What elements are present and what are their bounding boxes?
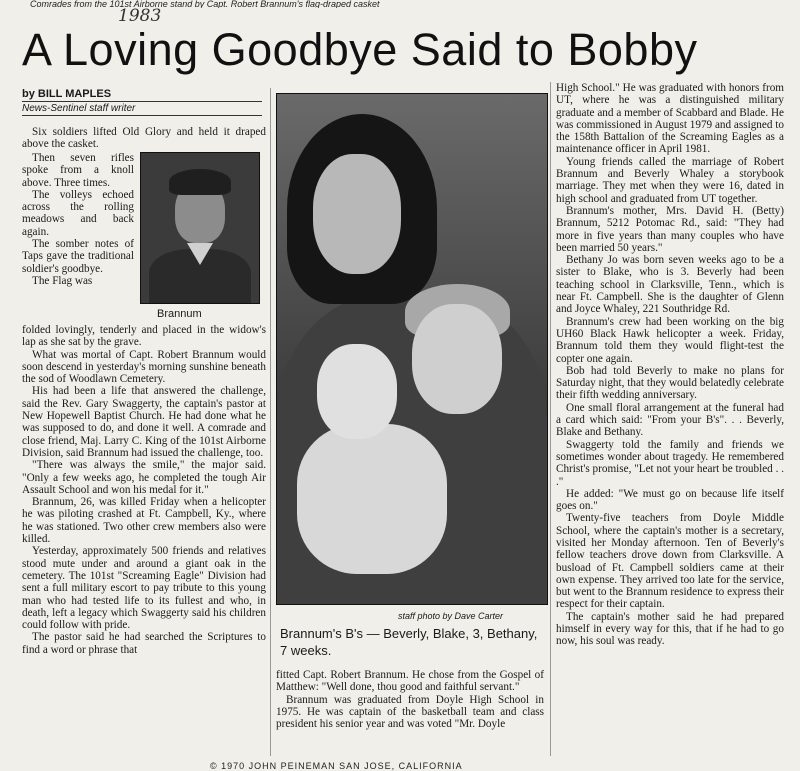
paragraph: The volleys echoed across the rolling meadows and back again.	[22, 188, 134, 238]
paragraph: Brannum was graduated from Doyle High School in 1975. He was captain of the basketball team and class president his senior year and was voted "Mr. Doyle	[276, 693, 544, 731]
paragraph: He added: "We must go on because life itself goes on."	[556, 487, 784, 513]
paragraph: Young friends called the marriage of Robert Brannum and Beverly Whaley a storybook marriage. They met when they were 16, dated in high school and graduated from UT together.	[556, 155, 784, 205]
paragraph: What was mortal of Capt. Robert Brannum would soon descend in yesterday's morning sunshine beneath the sod of Woodlawn Cemetery.	[22, 348, 266, 386]
column-divider-right	[550, 82, 551, 756]
headshot-photo	[140, 152, 260, 304]
byline-rule	[22, 101, 262, 102]
article-column-3	[556, 82, 784, 648]
headline: A Loving Goodbye Said to Bobby	[22, 24, 698, 75]
paragraph: Twenty-five teachers from Doyle Middle School, where the captain's mother is a secretary, visited her Monday afternoon. Ten of Beverly's fellow teachers drove down from Clarksville. A busload of Ft. Campbell soldiers came at their own expense. They arrived too late for the service, but went to the Brannum residence to express their respect for their captain.	[556, 512, 784, 611]
wrapped-text	[22, 152, 134, 287]
paragraph: Bethany Jo was born seven weeks ago to be a sister to Blake, who is 3. Beverly had been teaching school in Clarksville, Tenn., which is near Ft. Campbell. She is the daughter of Glenn and Joyce Whaley, 221 Southridge Rd.	[556, 254, 784, 316]
handwritten-year: 1983	[118, 6, 162, 26]
paragraph: One small floral arrangement at the funeral had a card which said: "From your B's". . . Beverly, Blake and Bethany.	[556, 401, 784, 439]
paragraph: Brannum's mother, Mrs. David H. (Betty) Brannum, 5212 Potomac Rd., said: "They had more in five years than many couples who have been married 50 years."	[556, 204, 784, 254]
top-cut-caption: Comrades from the 101st Airborne stand by Capt. Robert Brannum's flag-draped casket	[30, 0, 380, 8]
paragraph: "There was always the smile," the major said. "Only a few weeks ago, he completed the tough Air Assault School and won his medal for it."	[22, 459, 266, 496]
paragraph: Yesterday, approximately 500 friends and relatives stood mute under and around a giant oak in the cemetery. The 101st "Screaming Eagle" Division had sent a full military escort to pay tribute to this young man who had tested life to its fullest and who, in death, left a legacy which Swaggerty said his children could follow with pride.	[22, 545, 266, 632]
paragraph: The Flag was	[32, 274, 93, 287]
paragraph: Then seven rifles spoke from a knoll above. Three times.	[22, 152, 134, 189]
paragraph: The pastor said he had searched the Scriptures to find a word or phrase that	[22, 631, 266, 656]
paragraph: Six soldiers lifted Old Glory and held it draped above the casket.	[22, 126, 266, 151]
staff-credit: News-Sentinel staff writer	[22, 103, 136, 114]
headshot-caption: Brannum	[157, 308, 202, 320]
photo-credit: staff photo by Dave Carter	[398, 611, 504, 621]
byline: by BILL MAPLES	[22, 88, 112, 100]
paragraph: fitted Capt. Robert Brannum. He chose from the Gospel of Matthew: "Well done, thou good and faithful servant."	[276, 669, 544, 694]
bottom-cut-text: © 1970 JOHN PEINEMAN SAN JOSE, CALIFORNIA	[210, 761, 463, 771]
paragraph: Brannum's crew had been working on the big UH60 Black Hawk helicopter a week. Friday, Brannum told them they would flight-test the copter one again.	[556, 315, 784, 365]
paragraph: High School." He was graduated with honors from UT, where he was a distinguished military graduate and a member of Scabbard and Blade. He was commissioned in August 1979 and assigned to the 158th Battalion of the Screaming Eagles as a maintenance officer in April 1981.	[556, 82, 784, 156]
paragraph: folded lovingly, tenderly and placed in the widow's lap as she sat by the grave.	[22, 324, 266, 349]
paragraph: The somber notes of Taps gave the traditional soldier's goodbye.	[22, 238, 134, 275]
paragraph: Brannum, 26, was killed Friday when a helicopter he was piloting crashed at Ft. Campbell, Ky., where he was stationed. Two other crew members also were killed.	[22, 496, 266, 546]
column-divider-left	[270, 88, 271, 756]
paragraph: The captain's mother said he had prepared himself in every way for this, that if he had to go now, his soul was ready.	[556, 610, 784, 648]
lower-text	[22, 324, 266, 656]
paragraph: His had been a life that answered the challenge, said the Rev. Gary Swaggerty, the captain's pastor at New Hopewell Baptist Church. He had done what he was supposed to do, and done it well. A comrade and close friend, Maj. Larry C. King of the 101st Airborne Division, said Brannum had issued the challenge, too.	[22, 385, 266, 459]
family-photo	[276, 93, 548, 605]
paragraph: Swaggerty told the family and friends we sometimes wonder about tragedy. He remembered Christ's promise, "Let not your heart be troubled . . ."	[556, 438, 784, 488]
paragraph: Bob had told Beverly to make no plans for Saturday night, that they would belatedly celebrate their fifth wedding anniversary.	[556, 364, 784, 402]
staff-rule	[22, 115, 262, 116]
photo-caption: Brannum's B's — Beverly, Blake, 3, Bethany, 7 weeks.	[280, 626, 538, 658]
article-column-2	[276, 669, 544, 730]
